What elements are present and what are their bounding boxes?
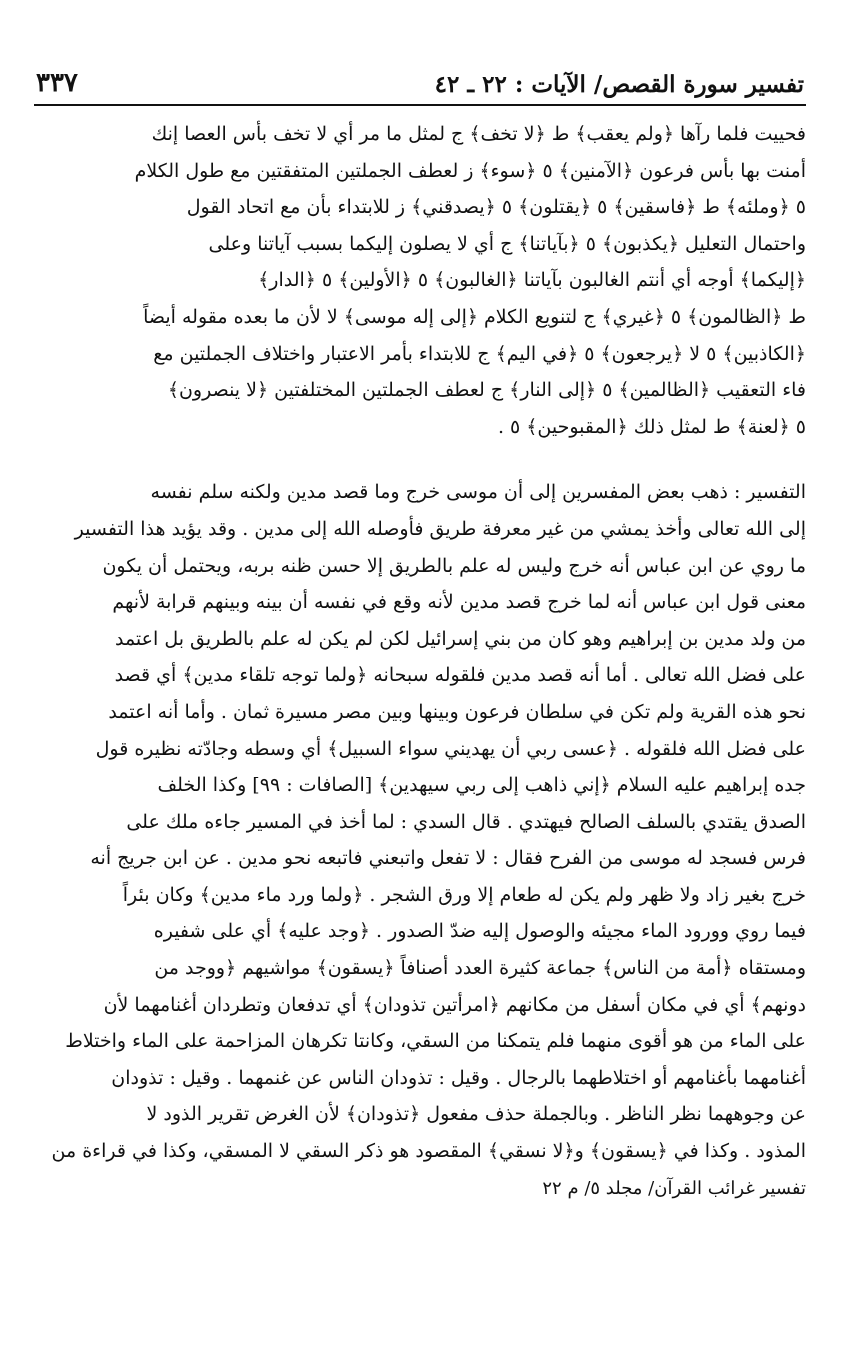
text-line: خرج بغير زاد ولا ظهر ولم يكن له طعام إلا ورق الشجر . ﴿ولما ورد ماء مدين﴾ وكان بئراً [122,883,806,906]
text-line: ط ﴿الظالمون﴾ ٥ ﴿غيري﴾ ج لتنويع الكلام ﴿إلى إله موسى﴾ لا لأن ما بعده مقوله أيضاً [143,305,806,328]
text-line: نحو هذه القرية ولم تكن في سلطان فرعون وبينها وبين مصر مسيرة ثمان . وأما أنه اعتمد [108,700,806,723]
running-header [34,50,806,102]
text-line: أمنت بها بأس فرعون ﴿الآمنين﴾ ٥ ﴿سوء﴾ ز لعطف الجملتين المتفقتين مع طول الكلام [134,159,806,182]
header-title: تفسير سورة القصص/ الآيات : ٢٢ ـ ٤٢ [434,71,804,98]
text-line: على فضل الله فلقوله . ﴿عسى ربي أن يهديني سواء السبيل﴾ أي وسطه وجادّته نظيره قول [95,737,806,760]
text-line: فحييت فلما رآها ﴿ولم يعقب﴾ ط ﴿لا تخف﴾ ج لمثل ما مر أي لا تخف بأس العصا إنك [151,123,806,145]
paragraph-gap [34,445,806,474]
text-line: ﴿إليكما﴾ أوجه أي أنتم الغالبون بآياتنا ﴿الغالبون﴾ ٥ ﴿الأولين﴾ ٥ ﴿الدار﴾ [258,269,806,292]
text-line: فيما روي وورود الماء مجيئه والوصول إليه ضدّ الصدور . ﴿وجد عليه﴾ أي على شفيره [153,920,806,943]
footer-signature: تفسير غرائب القرآن/ مجلد ٥/ م ٢٢ [542,1177,806,1199]
tafsir-block [34,474,806,1169]
page [34,50,806,1352]
text-line: أغنامهما بأغنامهم أو اختلاطهما بالرجال . وقيل : تذودان الناس عن غنمهما . وقيل : تذودان [111,1066,806,1089]
header-rule [34,104,806,106]
text-line: إلى الله تعالى وأخذ يمشي من غير معرفة طريق فأوصله الله إلى مدين . وقد يؤيد هذا التفسير [74,517,806,540]
text-line: عن وجوههما نظر الناظر . وبالجملة حذف مفعول ﴿تذودان﴾ لأن الغرض تقرير الذود لا [146,1103,806,1126]
page-number: ٣٣٧ [36,68,78,98]
text-line: التفسير : ذهب بعض المفسرين إلى أن موسى خرج وما قصد مدين ولكنه سلم نفسه [150,481,806,504]
text-line: على فضل الله تعالى . أما أنه قصد مدين فلقوله سبحانه ﴿ولما توجه تلقاء مدين﴾ أي قصد [114,664,806,687]
text-line: ومستقاه ﴿أمة من الناس﴾ جماعة كثيرة العدد أصنافاً ﴿يسقون﴾ مواشيهم ﴿ووجد من [154,957,806,980]
text-line: المذود . وكذا في ﴿يسقون﴾ و﴿لا نسقي﴾ المقصود هو ذكر السقي لا المسقي، وكذا في قراءة من [51,1140,806,1163]
text-line: من ولد مدين بن إبراهيم وهو كان من بني إسرائيل لكن لم يكن له علم بالطريق بل اعتمد [114,627,806,650]
text-line: دونهم﴾ أي في مكان أسفل من مكانهم ﴿امرأتين تذودان﴾ أي تدفعان وتطردان أغنامهما لأن [103,993,806,1016]
text-line: ٥ ﴿وملئه﴾ ط ﴿فاسقين﴾ ٥ ﴿يقتلون﴾ ٥ ﴿يصدقني﴾ ز للابتداء بأن مع اتحاد القول [186,196,806,219]
waqf-notes-block [34,116,806,445]
text-line: فرس فسجد له موسى من الفرح فقال : لا تفعل واتبعني فاتبعه نحو مدين . عن ابن جريج أنه [90,847,806,870]
text-line: الصدق يقتدي بالسلف الصالح فيهتدي . قال السدي : لما أخذ في المسير جاءه ملك على [126,810,806,833]
text-line: جده إبراهيم عليه السلام ﴿إني ذاهب إلى ربي سيهدين﴾ [الصافات : ٩٩] وكذا الخلف [157,774,806,797]
text-line: واحتمال التعليل ﴿يكذبون﴾ ٥ ﴿بآياتنا﴾ ج أي لا يصلون إليكما بسبب آياتنا وعلى [208,232,806,255]
text-line: فاء التعقيب ﴿الظالمين﴾ ٥ ﴿إلى النار﴾ ج لعطف الجملتين المختلفتين ﴿لا ينصرون﴾ [167,379,806,402]
text-line: ﴿الكاذبين﴾ ٥ لا ﴿يرجعون﴾ ٥ ﴿في اليم﴾ ج للابتداء بأمر الاعتبار واختلاف الجملتين مع [153,342,806,365]
text-line: على الماء من هو أقوى منهما فلم يتمكنا من السقي، وكانتا تكرهان المزاحمة على الماء واختلاط [65,1030,806,1053]
text-line: معنى قول ابن عباس أنه لما خرج قصد مدين لأنه وقع في نفسه أن بينه وبينهم قرابة لأنهم [112,591,806,614]
text-line: ٥ ﴿لعنة﴾ ط لمثل ذلك ﴿المقبوحين﴾ ٥ . [497,415,806,438]
text-line: ما روي عن ابن عباس أنه خرج وليس له علم بالطريق إلا حسن ظنه بربه، ويحتمل أن يكون [102,554,806,577]
